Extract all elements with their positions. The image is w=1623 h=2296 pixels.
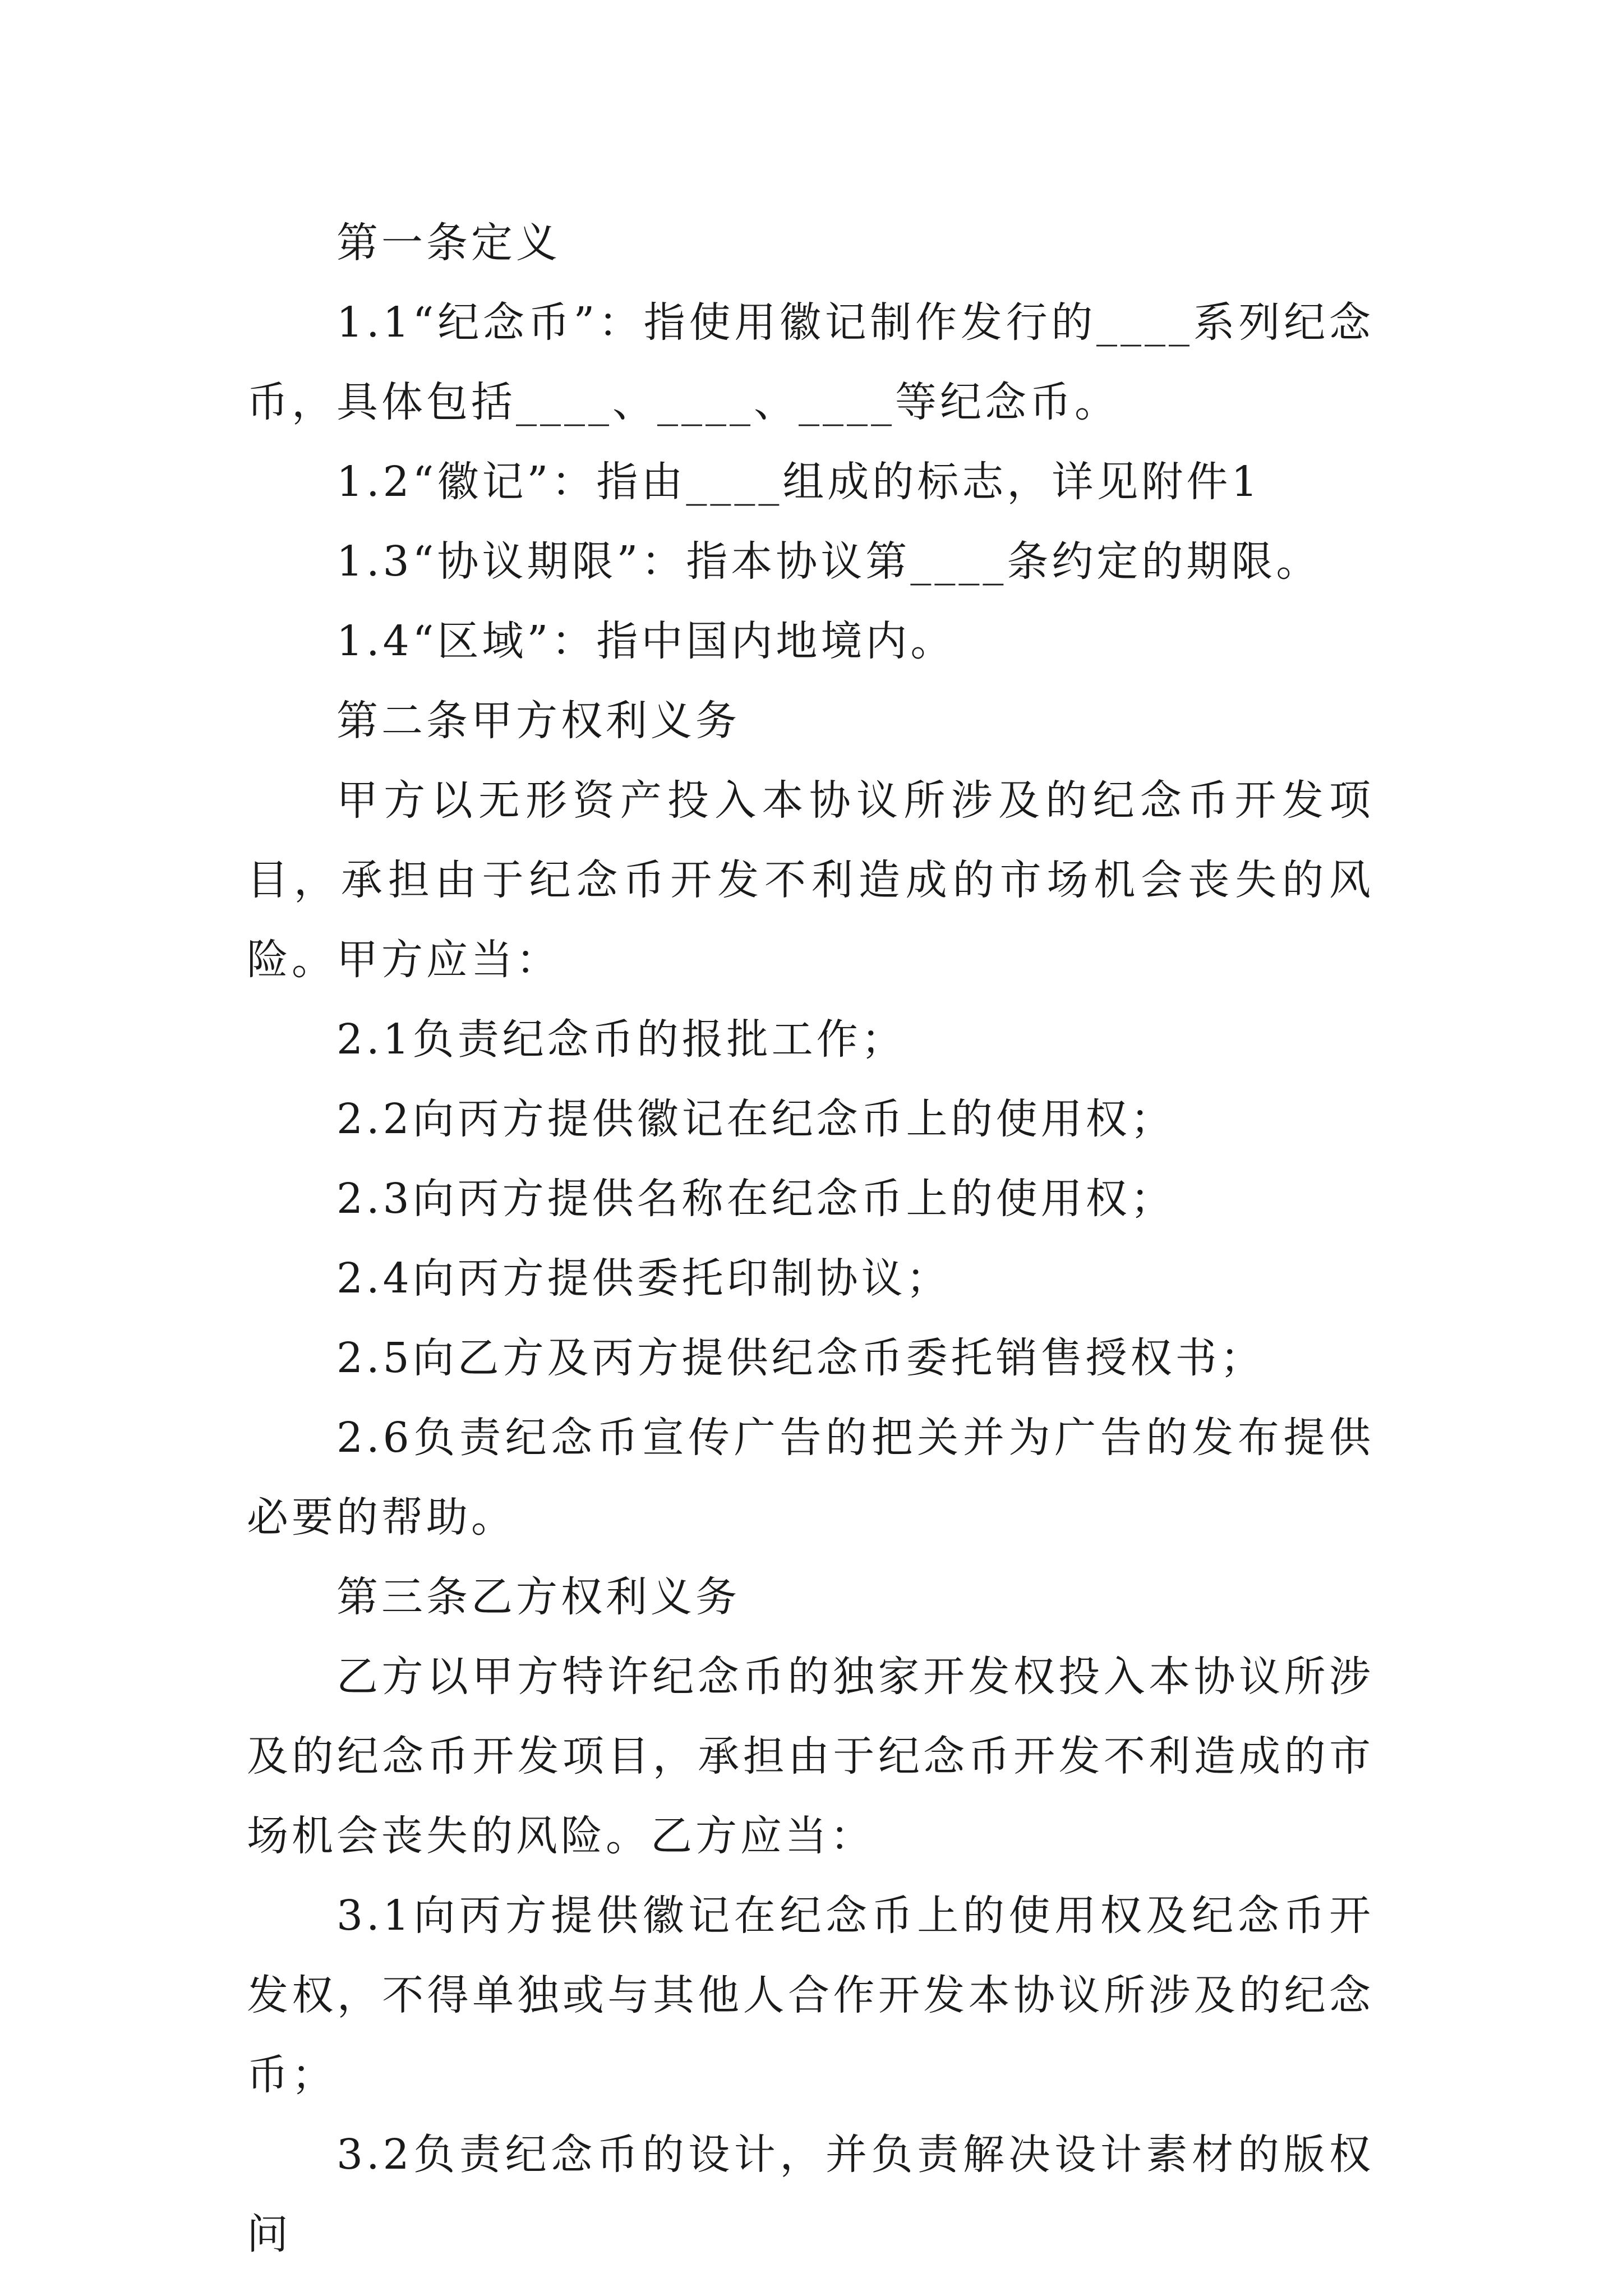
clause-2-4: 2.4向丙方提供委托印制协议； bbox=[336, 1254, 951, 1303]
section-heading-party-a: 第二条甲方权利义务 bbox=[336, 697, 740, 745]
clause-2-1: 2.1负责纪念币的报批工作； bbox=[336, 1015, 906, 1064]
clause-1-2: 1.2“徽记”：指由____组成的标志，详见附件1 bbox=[336, 458, 1261, 506]
clause-2-5: 2.5向乙方及丙方提供纪念币委托销售授权书； bbox=[336, 1334, 1265, 1382]
section-heading-definitions: 第一条定义 bbox=[336, 219, 561, 267]
clause-2-6: 2.6负责纪念币宣传广告的把关并为广告的发布提供必要的帮助。 bbox=[247, 1414, 1374, 1542]
clause-2-3: 2.3向丙方提供名称在纪念币上的使用权； bbox=[336, 1175, 1175, 1223]
clause-1-4: 1.4“区域”：指中国内地境内。 bbox=[336, 617, 956, 665]
party-b-intro: 乙方以甲方特许纪念币的独家开发权投入本协议所涉及的纪念币开发项目，承担由于纪念币开发不利造成的市场机会丧失的风险。乙方应当： bbox=[247, 1653, 1374, 1860]
document-body bbox=[247, 203, 1374, 2274]
clause-3-1: 3.1向丙方提供徽记在纪念币上的使用权及纪念币开发权，不得单独或与其他人合作开发本协议所涉及的纪念币； bbox=[247, 1892, 1374, 2099]
section-heading-party-b: 第三条乙方权利义务 bbox=[336, 1573, 740, 1621]
party-a-intro: 甲方以无形资产投入本协议所涉及的纪念币开发项目，承担由于纪念币开发不利造成的市场机会丧失的风险。甲方应当： bbox=[247, 776, 1374, 984]
clause-1-3: 1.3“协议期限”：指本协议第____条约定的期限。 bbox=[336, 537, 1321, 586]
clause-2-2: 2.2向丙方提供徽记在纪念币上的使用权； bbox=[336, 1095, 1175, 1143]
clause-1-1: 1.1“纪念币”：指使用徽记制作发行的____系列纪念币，具体包括____、____、____等纪念币。 bbox=[247, 298, 1374, 426]
clause-3-2: 3.2负责纪念币的设计，并负责解决设计素材的版权问 bbox=[247, 2131, 1374, 2258]
